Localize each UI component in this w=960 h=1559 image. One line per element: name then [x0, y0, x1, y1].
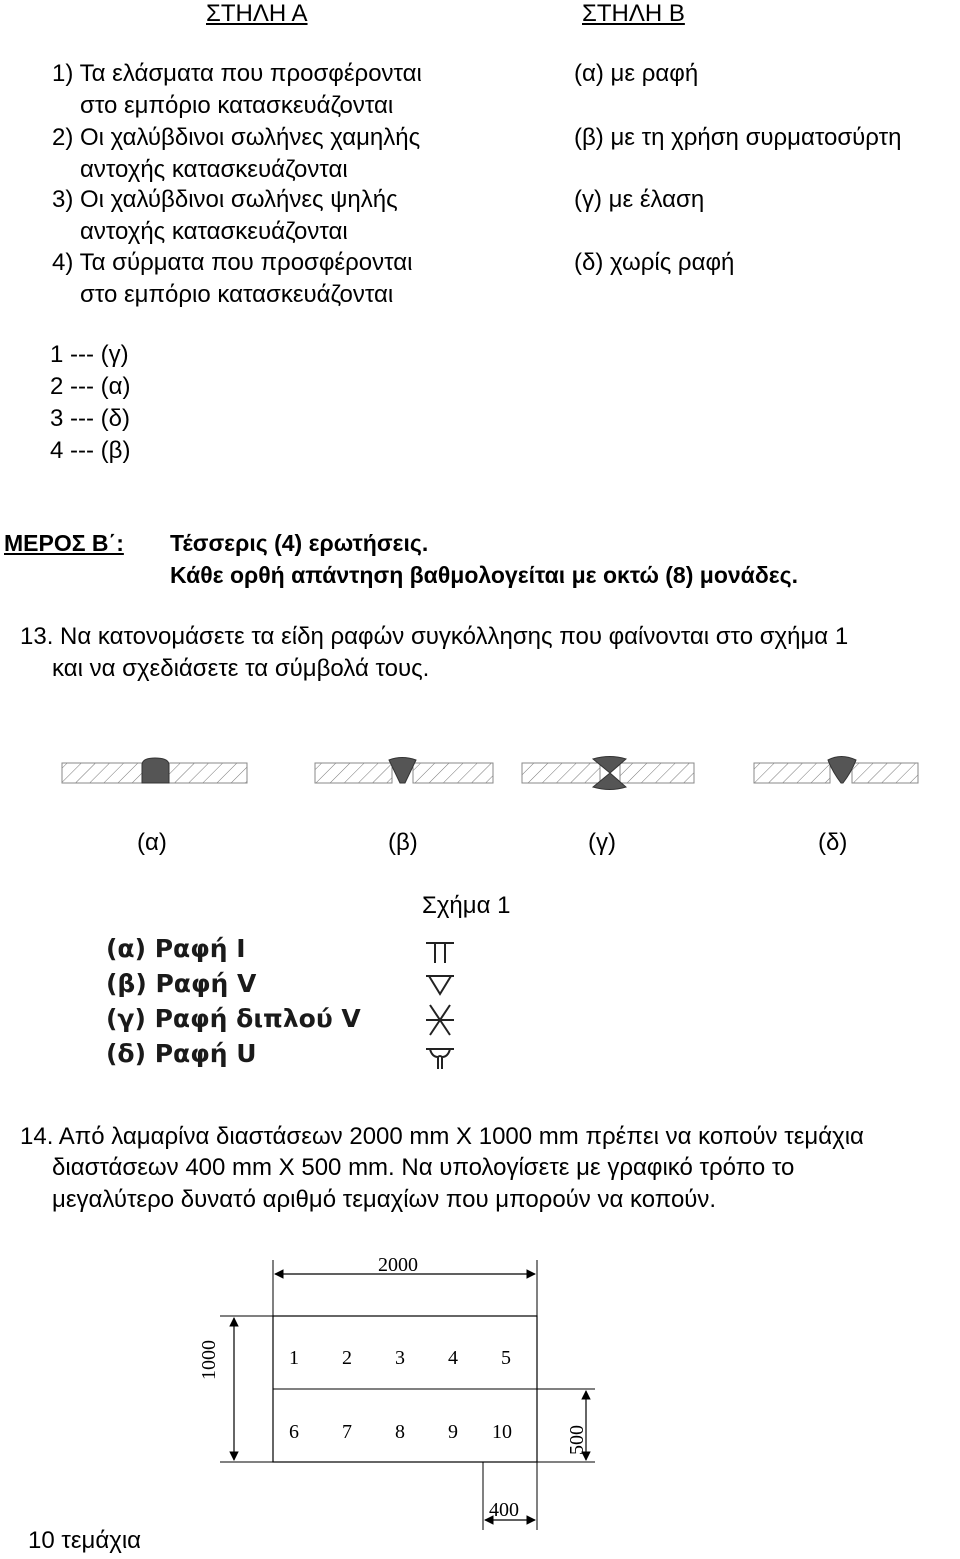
figure-label-c: (γ) — [588, 829, 616, 856]
question-14-line2: διαστάσεων 400 mm X 500 mm. Να υπολογίσετε με γραφικό τρόπο το — [52, 1154, 795, 1181]
column-a-item-2-line1: 2) Οι χαλύβδινοι σωλήνες χαμηλής — [52, 124, 421, 151]
piece-5: 5 — [501, 1347, 511, 1369]
column-a-item-1-line2: στο εμπόριο κατασκευάζονται — [80, 92, 394, 119]
dimension-height-label: 1000 — [198, 1340, 220, 1380]
answer-2: 2 --- (α) — [50, 373, 131, 400]
piece-7: 7 — [342, 1421, 352, 1443]
i-weld-icon — [422, 937, 458, 967]
column-b-header: ΣΤΗΛΗ Β — [582, 0, 685, 27]
question-13-line1: 13. Να κατονομάσετε τα είδη ραφών συγκόλλησης που φαίνονται στο σχήμα 1 — [20, 623, 849, 650]
part-b-label: ΜΕΡΟΣ Β΄: — [4, 530, 124, 556]
column-a-item-2-line2: αντοχής κατασκευάζονται — [80, 156, 348, 183]
column-a-item-3-line1: 3) Οι χαλύβδινοι σωλήνες ψηλής — [52, 186, 398, 213]
figure-label-d: (δ) — [818, 829, 848, 856]
question-14-line3: μεγαλύτερο δυνατό αριθμό τεμαχίων που μπορούν να κοπούν. — [52, 1186, 717, 1213]
piece-9: 9 — [448, 1421, 458, 1443]
column-b-item-a: (α) με ραφή — [574, 60, 699, 87]
v-weld-icon — [422, 970, 458, 1000]
column-a-item-3-line2: αντοχής κατασκευάζονται — [80, 218, 348, 245]
weld-figure-c — [522, 757, 694, 790]
piece-1: 1 — [289, 1347, 299, 1369]
question-14-line1: 14. Από λαμαρίνα διαστάσεων 2000 mm X 1000 mm πρέπει να κοπούν τεμάχια — [20, 1123, 864, 1150]
figure-label-b: (β) — [388, 829, 418, 856]
column-a-item-1-line1: 1) Τα ελάσματα που προσφέρονται — [52, 60, 422, 87]
column-b-item-c: (γ) με έλαση — [574, 186, 705, 213]
question-13-line2: και να σχεδιάσετε τα σύμβολά τους. — [52, 655, 430, 682]
dimension-width-label: 2000 — [378, 1254, 418, 1276]
column-a-item-4-line2: στο εμπόριο κατασκευάζονται — [80, 281, 394, 308]
weld-name-a: (α) Ραφή I — [106, 934, 246, 963]
column-b-item-d: (δ) χωρίς ραφή — [574, 249, 735, 276]
piece-8: 8 — [395, 1421, 405, 1443]
answer-4: 4 --- (β) — [50, 437, 131, 464]
dimension-piece-height-label: 500 — [566, 1425, 588, 1455]
figure-caption: Σχήμα 1 — [422, 892, 511, 919]
part-b-line1: Τέσσερις (4) ερωτήσεις. — [170, 530, 429, 556]
piece-6: 6 — [289, 1421, 299, 1443]
column-a-header: ΣΤΗΛΗ Α — [206, 0, 308, 27]
part-b-line2: Κάθε ορθή απάντηση βαθμολογείται με οκτώ (8) μονάδες. — [170, 562, 799, 588]
weld-cross-sections-figure — [0, 745, 960, 805]
piece-3: 3 — [395, 1347, 405, 1369]
column-a-item-4-line1: 4) Τα σύρματα που προσφέρονται — [52, 249, 413, 276]
weld-name-c: (γ) Ραφή διπλού V — [106, 1004, 361, 1033]
weld-name-d: (δ) Ραφή U — [106, 1039, 257, 1068]
answer-1: 1 --- (γ) — [50, 341, 129, 368]
u-weld-icon — [422, 1043, 458, 1073]
result-answer: 10 τεμάχια — [28, 1527, 142, 1554]
weld-figure-a — [62, 758, 247, 783]
answer-3: 3 --- (δ) — [50, 405, 131, 432]
dimension-piece-width-label: 400 — [489, 1499, 519, 1521]
column-b-item-b: (β) με τη χρήση συρματοσύρτη — [574, 124, 902, 151]
weld-figure-d — [754, 757, 918, 784]
double-v-weld-icon — [422, 1003, 458, 1037]
piece-10: 10 — [492, 1421, 512, 1443]
piece-2: 2 — [342, 1347, 352, 1369]
weld-name-b: (β) Ραφή V — [106, 969, 257, 998]
cutting-diagram — [190, 1240, 630, 1550]
figure-label-a: (α) — [137, 829, 167, 856]
weld-figure-b — [315, 758, 493, 784]
piece-4: 4 — [448, 1347, 458, 1369]
